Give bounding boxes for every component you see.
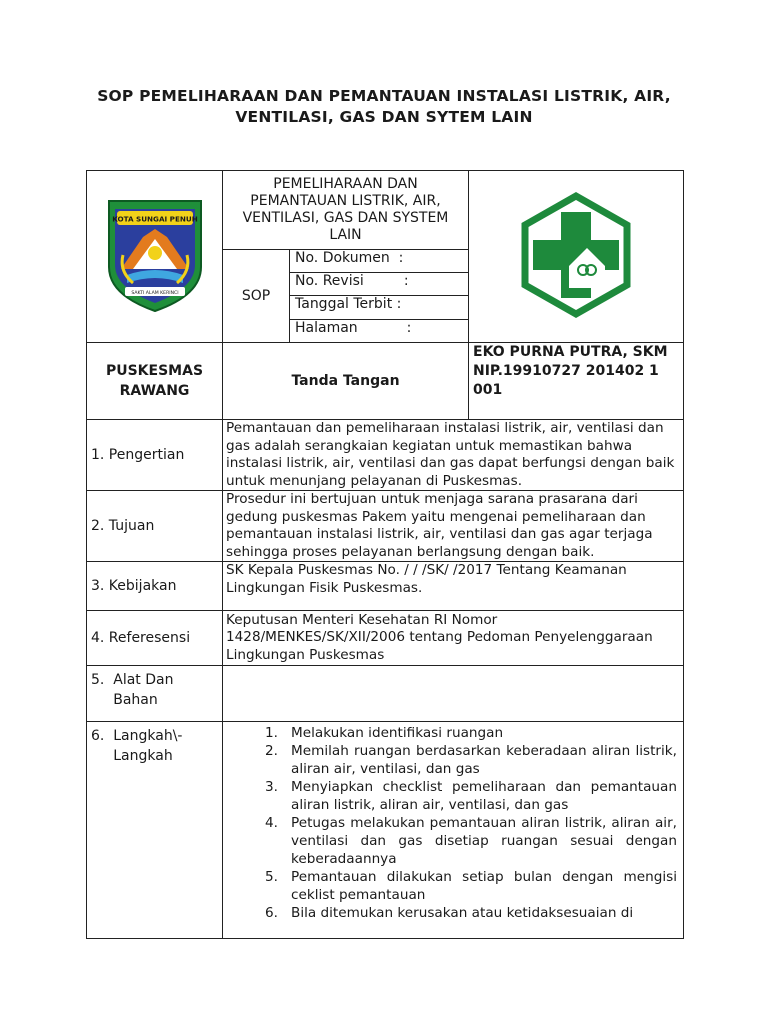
- sop-title-cell: [223, 171, 469, 250]
- puskesmas-logo-icon: [511, 190, 641, 320]
- step-number: 3.: [265, 779, 278, 795]
- step-number: 4.: [265, 815, 278, 831]
- meta-cell: [223, 250, 469, 343]
- section-text: Keputusan Menteri Kesehatan RI Nomor 1428/MENKES/SK/XII/2006 tentang Pedoman Penyelenggaraan Lingkungan Puskesmas: [223, 611, 684, 666]
- left-logo-cell: [87, 171, 223, 343]
- sop-label: SOP: [223, 250, 290, 342]
- section-label: 3. Kebijakan: [87, 562, 223, 611]
- no-revisi-field: No. Revisi :: [290, 273, 469, 296]
- step-number: 6.: [265, 905, 278, 921]
- svg-text:SAKTI ALAM KERINCI: SAKTI ALAM KERINCI: [130, 290, 179, 296]
- svg-text:KOTA SUNGAI PENUH: KOTA SUNGAI PENUH: [111, 214, 198, 223]
- section-text: Prosedur ini bertujuan untuk menjaga sarana prasarana dari gedung puskesmas Pakem yaitu mengenai pemeliharaan dan pemantauan instalasi listrik, air, ventilasi dan gas agar terjaga sehingga proses pelayanan berlangsung dengan baik.: [223, 491, 684, 562]
- step-item: [265, 904, 683, 922]
- section-row: [87, 562, 684, 611]
- step-text: Petugas melakukan pemantauan aliran listrik, aliran air, ventilasi dan gas disetiap ruangan sesuai dengan keberadaannya: [291, 815, 677, 867]
- section-label-line: Langkah: [91, 748, 173, 764]
- section-label: 1. Pengertian: [87, 420, 223, 491]
- section-text: Pemantauan dan pemeliharaan instalasi listrik, air, ventilasi dan gas adalah serangkaian kegiatan untuk memastikan bahwa instalasi listrik, air, ventilasi dan gas dapat berfungsi dengan baik untuk menunjang pelayanan di Puskesmas.: [223, 420, 684, 491]
- tanggal-terbit-field: Tanggal Terbit :: [290, 296, 469, 319]
- section-row: [87, 420, 684, 491]
- document-title: [60, 86, 708, 128]
- header-row: [87, 171, 684, 250]
- kota-sungai-penuh-emblem-icon: [103, 195, 207, 315]
- steps-cell: [223, 722, 684, 939]
- sop-title: PEMELIHARAAN DAN PEMANTAUAN LISTRIK, AIR, VENTILASI, GAS DAN SYSTEM LAIN: [242, 176, 449, 243]
- title-line-2: VENTILASI, GAS DAN SYTEM LAIN: [235, 108, 533, 126]
- section-label: [87, 722, 223, 939]
- step-number: 1.: [265, 725, 278, 741]
- step-text: Bila ditemukan kerusakan atau ketidaksesuaian di: [291, 905, 634, 921]
- step-item: [265, 724, 683, 742]
- step-item: [265, 868, 683, 904]
- section-row: [87, 611, 684, 666]
- sop-table: [86, 170, 684, 939]
- sign-label: Tanda Tangan: [223, 343, 469, 420]
- section-label: 2. Tujuan: [87, 491, 223, 562]
- section-label-line: Bahan: [91, 692, 158, 708]
- step-text: Pemantauan dilakukan setiap bulan dengan mengisi ceklist pemantauan: [291, 869, 677, 903]
- section-row: [87, 666, 684, 722]
- section-label-line: 5. Alat Dan: [91, 672, 174, 688]
- section-row: [87, 491, 684, 562]
- section-label: 4. Referesensi: [87, 611, 223, 666]
- signature-row: [87, 343, 684, 420]
- title-line-1: SOP PEMELIHARAAN DAN PEMANTAUAN INSTALASI LISTRIK, AIR,: [97, 87, 671, 105]
- halaman-field: Halaman :: [295, 319, 412, 336]
- step-text: Melakukan identifikasi ruangan: [291, 725, 504, 741]
- section-row: [87, 722, 684, 939]
- step-text: Memilah ruangan berdasarkan keberadaan aliran listrik, aliran air, ventilasi, dan gas: [291, 743, 677, 777]
- step-item: [265, 742, 683, 778]
- step-number: 5.: [265, 869, 278, 885]
- step-item: [265, 814, 683, 868]
- signer-cell: [469, 343, 684, 420]
- signer-name: EKO PURNA PUTRA, SKM: [473, 344, 668, 360]
- right-logo-cell: [469, 171, 684, 343]
- steps-list: [223, 724, 683, 922]
- step-number: 2.: [265, 743, 278, 759]
- no-dokumen-field: No. Dokumen :: [290, 250, 469, 273]
- section-label: [87, 666, 223, 722]
- signer-nip: NIP.19910727 201402 1 001: [473, 363, 659, 398]
- section-text: [223, 666, 684, 722]
- meta-table: [223, 250, 468, 342]
- section-label-line: 6. Langkah\-: [91, 728, 183, 744]
- step-text: Menyiapkan checklist pemeliharaan dan pemantauan aliran listrik, aliran air, ventilasi, dan gas: [291, 779, 677, 813]
- section-text: SK Kepala Puskesmas No. / / /SK/ /2017 Tentang Keamanan Lingkungan Fisik Puskesmas.: [223, 562, 684, 611]
- step-item: [265, 778, 683, 814]
- institution-name: PUSKESMAS RAWANG: [87, 343, 223, 420]
